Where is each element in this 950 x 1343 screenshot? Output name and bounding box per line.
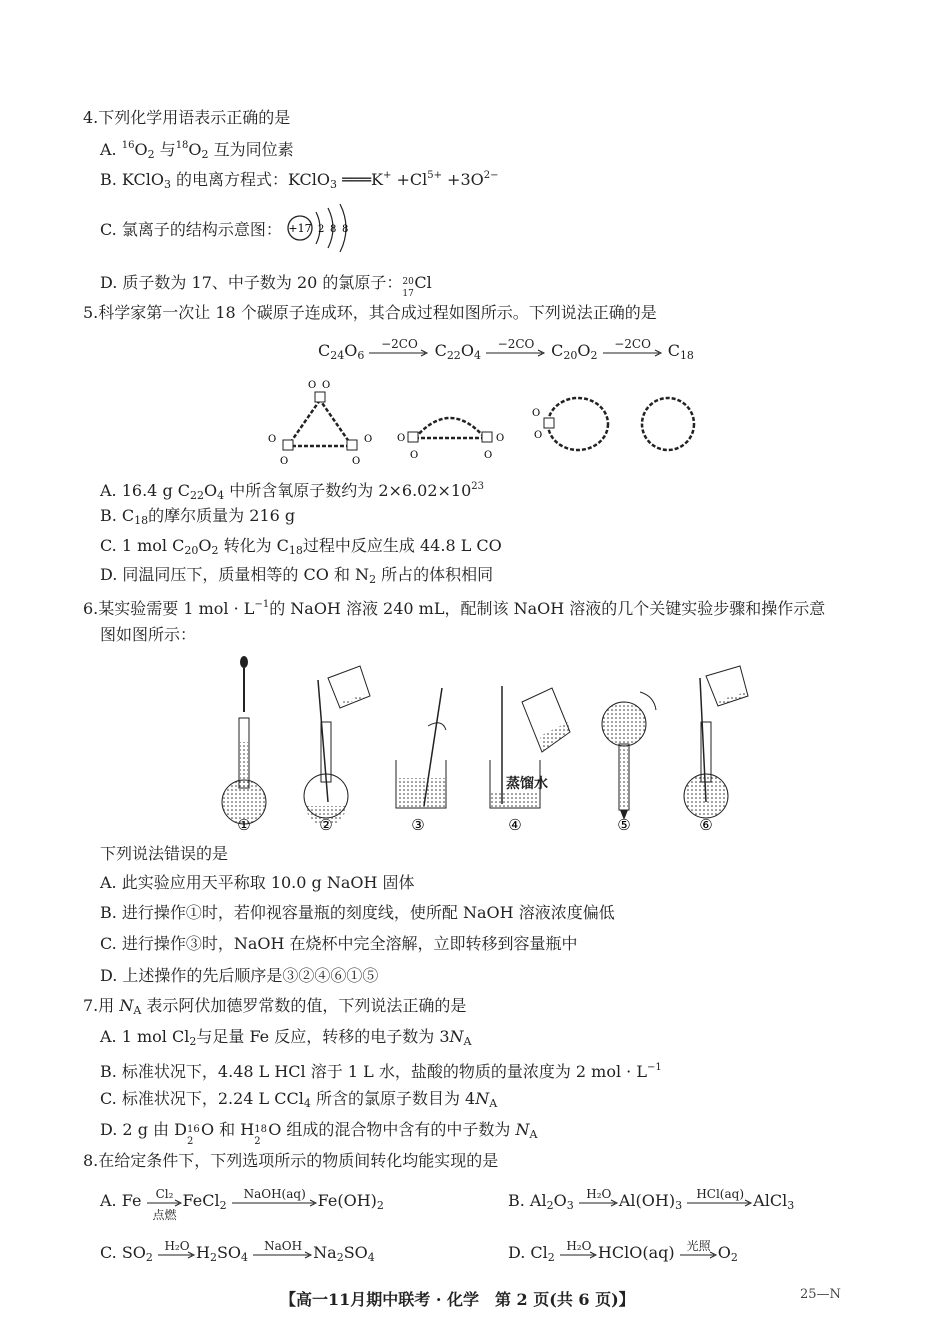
q4-option-a: A. $^{16}O_2$ 与$^{18}O_2$ 互为同位素: [100, 140, 294, 161]
c18-structure: [642, 398, 694, 450]
q5-option-a: A. 16.4 g $C_{22}O_4$ 中所含氧原子数约为 $2\times 6.02\times 10^{23}$: [100, 481, 485, 502]
step-1-dropper-flask: [222, 656, 266, 824]
q8-stem: 8.在给定条件下，下列选项所示的物质间转化均能实现的是: [83, 1151, 499, 1170]
step-label-6: ⑥: [699, 816, 713, 834]
q5-option-b: B. $C_{18}$的摩尔质量为 216 g: [100, 506, 296, 527]
q7-option-b: B. 标准状况下，4.48 L HCl 溶于 1 L 水，盐酸的物质的量浓度为 2 mol · $L^{-1}$: [100, 1062, 662, 1081]
c22o4-structure: [397, 418, 504, 461]
q5-stem: 5.科学家第一次让 18 个碳原子连成环，其合成过程如图所示。下列说法正确的是: [83, 303, 657, 322]
svg-text:O: O: [532, 408, 541, 419]
q8-option-d: D. $Cl_2$ H₂O HClO(aq) 光照 $O_2$: [508, 1238, 738, 1264]
q7-stem: 7.用 $N_A$ 表示阿伏加德罗常数的值，下列说法正确的是: [83, 996, 467, 1017]
q5-option-c: C. 1 mol $C_{20}O_2$ 转化为 $C_{18}$过程中反应生成 44.8 L CO: [100, 536, 502, 557]
q6-prompt: 下列说法错误的是: [100, 844, 229, 863]
svg-text:O: O: [397, 433, 406, 444]
svg-text:O: O: [268, 434, 277, 445]
q4-option-c: C. 氯离子的结构示意图：: [100, 220, 282, 239]
step-6-fill-flask: [684, 666, 748, 818]
c24o6-structure: [268, 380, 372, 467]
q5-option-d: D. 同温同压下，质量相等的 CO 和 $N_2$ 所占的体积相同: [100, 565, 494, 586]
step-4-wash-beaker: [490, 686, 570, 808]
q8-option-b: B. $Al_2O_3$ H₂O $Al(OH)_3$ HCl(aq) AlCl$_3$: [508, 1186, 795, 1212]
svg-text:O: O: [534, 430, 543, 441]
shell-2-electrons: 8: [330, 224, 337, 235]
svg-text:O: O: [322, 380, 331, 391]
q4-option-d: D. 质子数为 17、中子数为 20 的氯原子： 20 17 Cl: [100, 273, 432, 299]
svg-text:O: O: [410, 450, 419, 461]
q6-option-b: B. 进行操作①时，若仰视容量瓶的刻度线，使所配 NaOH 溶液浓度偏低: [100, 903, 615, 922]
step-label-2: ②: [319, 816, 333, 834]
svg-text:O: O: [308, 380, 317, 391]
q6-option-a: A. 此实验应用天平称取 10.0 g NaOH 固体: [100, 873, 415, 892]
step-3-stir-beaker: [396, 688, 446, 808]
shell-3-electrons: 8: [342, 224, 349, 235]
svg-text:O: O: [484, 450, 493, 461]
step-5-invert-flask: [602, 692, 656, 820]
c20o2-structure: [532, 398, 608, 450]
solution-preparation-steps-figure: [210, 652, 770, 834]
step-label-4: ④: [508, 816, 522, 834]
q7-option-c: C. 标准状况下，2.24 L CCl$_4$ 所含的氯原子数目为 $4N_A$: [100, 1089, 498, 1110]
svg-text:O: O: [496, 433, 505, 444]
q6-option-d: D. 上述操作的先后顺序是③②④⑥①⑤: [100, 966, 379, 985]
carbon-ring-structures: [260, 378, 700, 470]
q4-option-b: B. KClO$_3$ 的电离方程式：KClO$_3$ ═══K+ $+Cl^{5+} +3O^{2-}$: [100, 170, 499, 191]
q8-option-c: C. $SO_2$ H₂O $H_2SO_4$ NaOH $Na_2SO_4$: [100, 1238, 375, 1264]
q4-stem: 4.下列化学用语表示正确的是: [83, 108, 291, 127]
q7-option-d: D. 2 g 由 D 16 2 O 和 H 18 2 O 组成的混合物中含有的中子数为 $N_A$: [100, 1120, 538, 1147]
q6-stem-line2: 图如图所示：: [100, 625, 197, 644]
q8-option-a: A. Fe Cl₂ 点燃 FeCl$_2$ NaOH(aq) $Fe(OH)_2$: [100, 1186, 384, 1222]
step-label-5: ⑤: [617, 816, 631, 834]
svg-text:O: O: [364, 434, 373, 445]
q6-option-c: C. 进行操作③时，NaOH 在烧杯中完全溶解，立即转移到容量瓶中: [100, 934, 578, 953]
step-2-transfer-to-flask: [304, 666, 370, 826]
exam-code: 25—N: [800, 1287, 841, 1302]
step-label-3: ③: [411, 816, 425, 834]
step-label-1: ①: [237, 816, 251, 834]
nucleus-charge: +17: [288, 222, 312, 235]
distilled-water-label: 蒸馏水: [506, 776, 548, 792]
q7-option-a: A. 1 mol $Cl_2$与足量 Fe 反应，转移的电子数为 $3N_A$: [100, 1027, 472, 1048]
svg-text:O: O: [352, 456, 361, 467]
svg-text:O: O: [280, 456, 289, 467]
chloride-ion-structure-diagram: [280, 200, 360, 256]
shell-1-electrons: 2: [318, 224, 325, 235]
q6-stem-line1: 6.某实验需要 1 mol · $L^{-1}$的 NaOH 溶液 240 mL，配制该 NaOH 溶液的几个关键实验步骤和操作示意: [83, 599, 826, 618]
page-footer: 【高一11月期中联考 · 化学 第 2 页(共 6 页)】: [280, 1290, 635, 1309]
q5-reaction-scheme: $C_{24}O_6$ −2CO $C_{22}O_4$ −2CO $C_{20}O_2$ −2CO $C_{18}$: [318, 336, 694, 362]
